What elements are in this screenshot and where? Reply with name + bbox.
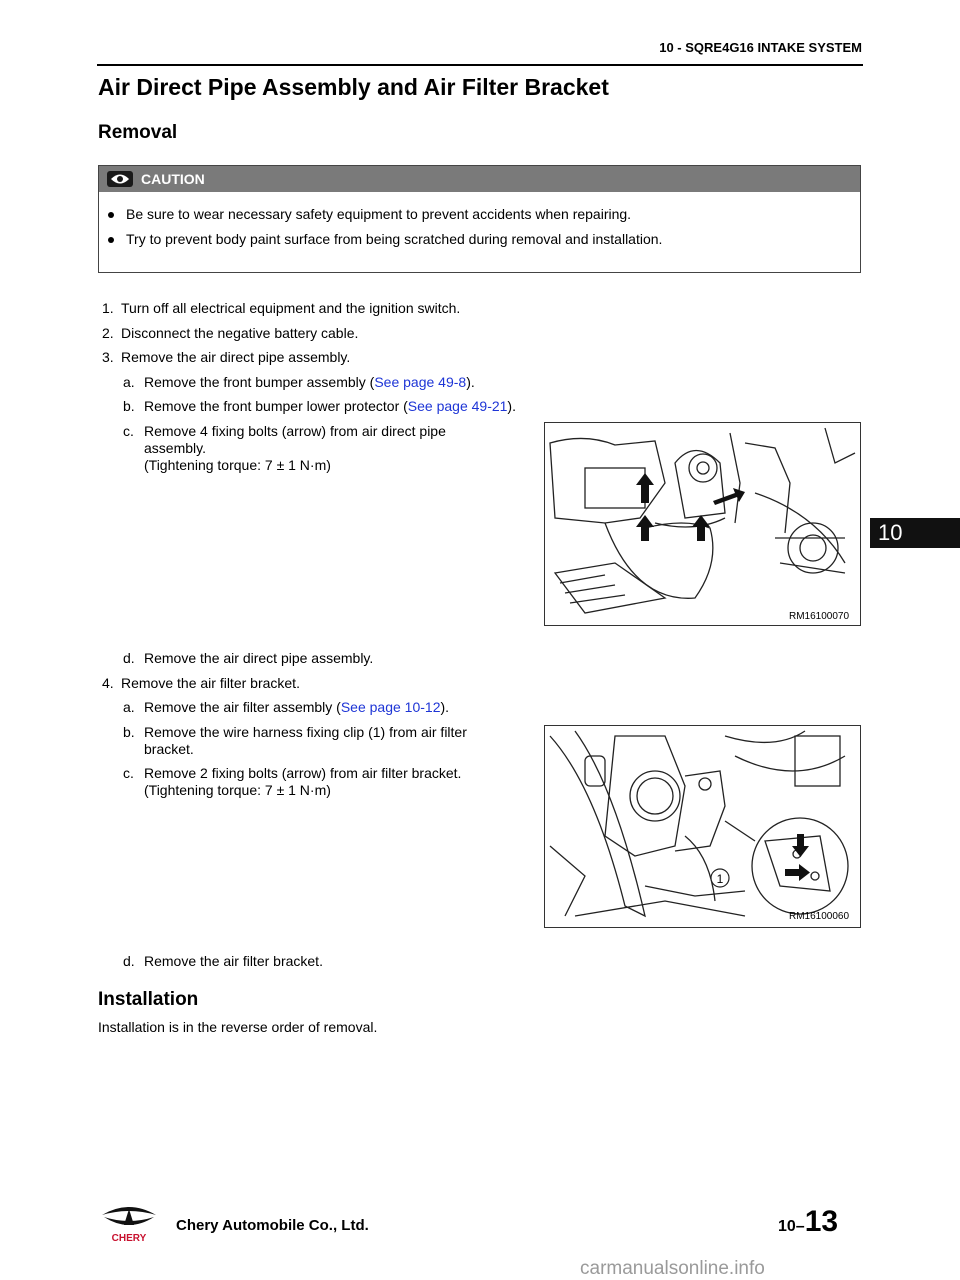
caution-item: Be sure to wear necessary safety equipment to prevent accidents when repairing.	[99, 206, 860, 222]
step-4a-text: Remove the air filter assembly (See page 10-12).	[144, 699, 450, 715]
step-3a: a.	[123, 374, 135, 390]
step-4-text: Remove the air filter bracket.	[121, 675, 300, 691]
step-4: 4.	[102, 675, 114, 691]
running-header: 10 - SQRE4G16 INTAKE SYSTEM	[659, 40, 862, 55]
callout-1: 1	[716, 872, 724, 886]
caution-item: Try to prevent body paint surface from being scratched during removal and installation.	[99, 231, 860, 247]
engine-illustration-1	[545, 423, 861, 626]
step-4c-text: Remove 2 fixing bolts (arrow) from air filter bracket. (Tightening torque: 7 ± 1 N·m)	[144, 765, 462, 798]
section-tab[interactable]: 10	[870, 518, 960, 548]
step-4b-text: Remove the wire harness fixing clip (1) from air filter bracket.	[144, 724, 467, 757]
figure-code: RM16100070	[789, 611, 850, 622]
page-number: 10–13	[778, 1205, 839, 1238]
installation-heading: Installation	[98, 989, 199, 1010]
step-1: 1.	[102, 300, 114, 316]
step-3b-text: Remove the front bumper lower protector (See page 49-21).	[144, 398, 516, 414]
link-page-49-21[interactable]: See page 49-21	[407, 398, 508, 414]
page-title: Air Direct Pipe Assembly and Air Filter Bracket	[98, 74, 609, 100]
removal-heading: Removal	[98, 122, 178, 143]
caution-box	[98, 165, 861, 273]
svg-text:CHERY: CHERY	[111, 1233, 147, 1244]
step-3d-text: Remove the air direct pipe assembly.	[144, 650, 374, 666]
figure-air-filter-bracket	[544, 725, 861, 928]
figure-code: RM16100060	[789, 911, 850, 922]
step-3-text: Remove the air direct pipe assembly.	[121, 349, 351, 365]
eye-icon	[107, 171, 133, 187]
figure-air-direct-pipe	[544, 422, 861, 626]
link-page-49-8[interactable]: See page 49-8	[374, 374, 467, 390]
installation-text: Installation is in the reverse order of removal.	[98, 1019, 378, 1035]
step-3d: d.	[123, 650, 135, 666]
step-4d-text: Remove the air filter bracket.	[144, 953, 323, 969]
header-rule	[97, 64, 863, 66]
step-3c-text: Remove 4 fixing bolts (arrow) from air direct pipe assembly. (Tightening torque: 7 ± 1 N·m)	[144, 423, 446, 473]
caution-label: CAUTION	[141, 171, 205, 187]
link-page-10-12[interactable]: See page 10-12	[340, 699, 441, 715]
watermark: carmanualsonline.info	[580, 1258, 765, 1279]
step-4d: d.	[123, 953, 135, 969]
step-2-text: Disconnect the negative battery cable.	[121, 325, 359, 341]
step-3a-text: Remove the front bumper assembly (See page 49-8).	[144, 374, 475, 390]
step-2: 2.	[102, 325, 114, 341]
step-3c: c.	[123, 423, 134, 439]
step-4b: b.	[123, 724, 135, 740]
engine-illustration-2	[545, 726, 861, 928]
chery-logo	[98, 1203, 160, 1250]
caution-list	[99, 206, 860, 247]
step-4a: a.	[123, 699, 135, 715]
step-3: 3.	[102, 349, 114, 365]
footer-company: Chery Automobile Co., Ltd.	[176, 1217, 369, 1234]
step-4c: c.	[123, 765, 134, 781]
step-3b: b.	[123, 398, 135, 414]
caution-header	[99, 166, 860, 192]
step-1-text: Turn off all electrical equipment and the ignition switch.	[121, 300, 461, 316]
